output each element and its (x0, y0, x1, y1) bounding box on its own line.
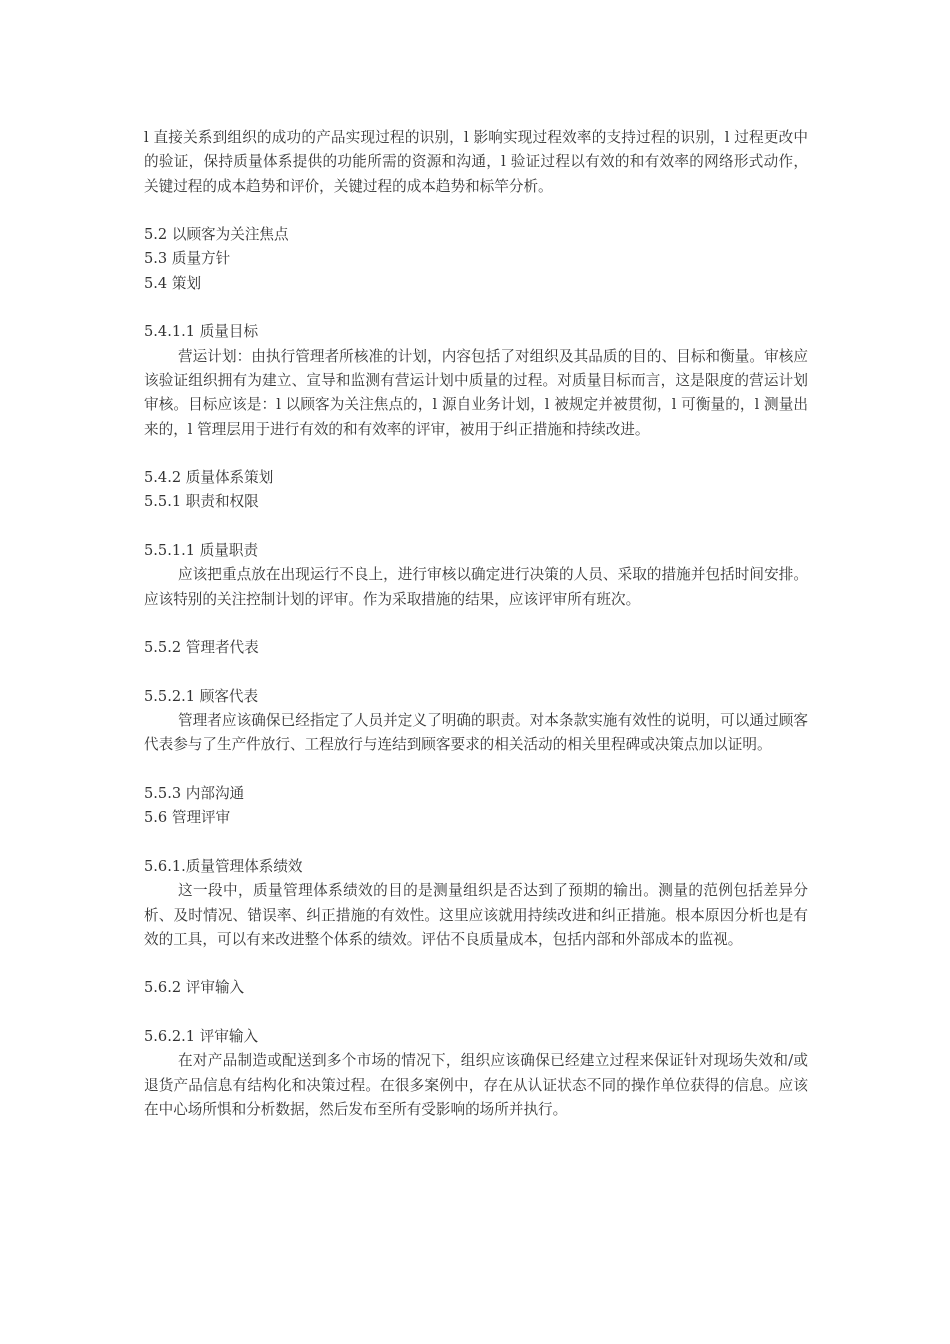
heading-5-5-2-1: 5.5.2.1 顾客代表 (144, 687, 259, 705)
heading-5-5-2: 5.5.2 管理者代表 (144, 639, 259, 657)
spacer (144, 831, 808, 855)
customer-representative-paragraph: 管理者应该确保已经指定了人员并定义了明确的职责。对本条款实施有效性的说明，可以通过顾客代表参与了生产件放行、工程放行与连结到顾客要求的相关活动的相关里程碑或决策点加以证明。 (144, 712, 808, 754)
spacer (144, 296, 808, 320)
heading-5-6-2: 5.6.2 评审输入 (144, 979, 245, 997)
quality-responsibility-paragraph: 应该把重点放在出现运行不良上，进行审核以确定进行决策的人员、采取的措施并包括时间安排。应该特别的关注控制计划的评审。作为采取措施的结果，应该评审所有班次。 (144, 566, 808, 608)
spacer (144, 1001, 808, 1025)
heading-5-6-2-1: 5.6.2.1 评审输入 (144, 1027, 259, 1045)
heading-5-5-1: 5.5.1 职责和权限 (144, 493, 259, 511)
heading-5-3: 5.3 质量方针 (144, 250, 231, 268)
heading-5-5-1-1: 5.5.1.1 质量职责 (144, 542, 259, 560)
heading-5-6-1: 5.6.1.质量管理体系绩效 (144, 857, 303, 875)
heading-5-6: 5.6 管理评审 (144, 809, 231, 827)
heading-5-4-1-1: 5.4.1.1 质量目标 (144, 323, 259, 341)
spacer (144, 612, 808, 636)
heading-5-5-3: 5.5.3 内部沟通 (144, 785, 245, 803)
heading-5-4-2: 5.4.2 质量体系策划 (144, 469, 274, 487)
spacer (144, 199, 808, 223)
heading-5-2: 5.2 以顾客为关注焦点 (144, 226, 289, 244)
qms-performance-paragraph: 这一段中，质量管理体系绩效的目的是测量组织是否达到了预期的输出。测量的范例包括差异分析、及时情况、错误率、纠正措施的有效性。这里应该就用持续改进和纠正措施。根本原因分析也是有效的工具，可以有来改进整个体系的绩效。评估不良质量成本，包括内部和外部成本的监视。 (144, 882, 808, 948)
heading-5-4: 5.4 策划 (144, 274, 202, 292)
document-body (144, 126, 808, 1122)
spacer (144, 661, 808, 685)
spacer (144, 952, 808, 976)
spacer (144, 758, 808, 782)
quality-objectives-paragraph: 营运计划：由执行管理者所核准的计划，内容包括了对组织及其品质的目的、目标和衡量。审核应该验证组织拥有为建立、宣导和监测有营运计划中质量的过程。对质量目标而言，这是限度的营运计划审核。目标应该是：l 以顾客为关注焦点的，l 源自业务计划，l 被规定并被贯彻，l 可衡量的，l 测量出来的，l 管理层用于进行有效的和有效率的评审，被用于纠正措施和持续改进。 (144, 347, 808, 438)
review-input-paragraph: 在对产品制造或配送到多个市场的情况下，组织应该确保已经建立过程来保证针对现场失效和/或退货产品信息有结构化和决策过程。在很多案例中，存在从认证状态不同的操作单位获得的信息。应该在中心场所惧和分析数据，然后发布至所有受影响的场所并执行。 (144, 1052, 808, 1118)
spacer (144, 515, 808, 539)
intro-paragraph: l 直接关系到组织的成功的产品实现过程的识别，l 影响实现过程效率的支持过程的识别，l 过程更改中的验证，保持质量体系提供的功能所需的资源和沟通，l 验证过程以有效的和有效率的网络形式动作，关键过程的成本趋势和评价，关键过程的成本趋势和标竿分析。 (144, 129, 808, 195)
spacer (144, 442, 808, 466)
